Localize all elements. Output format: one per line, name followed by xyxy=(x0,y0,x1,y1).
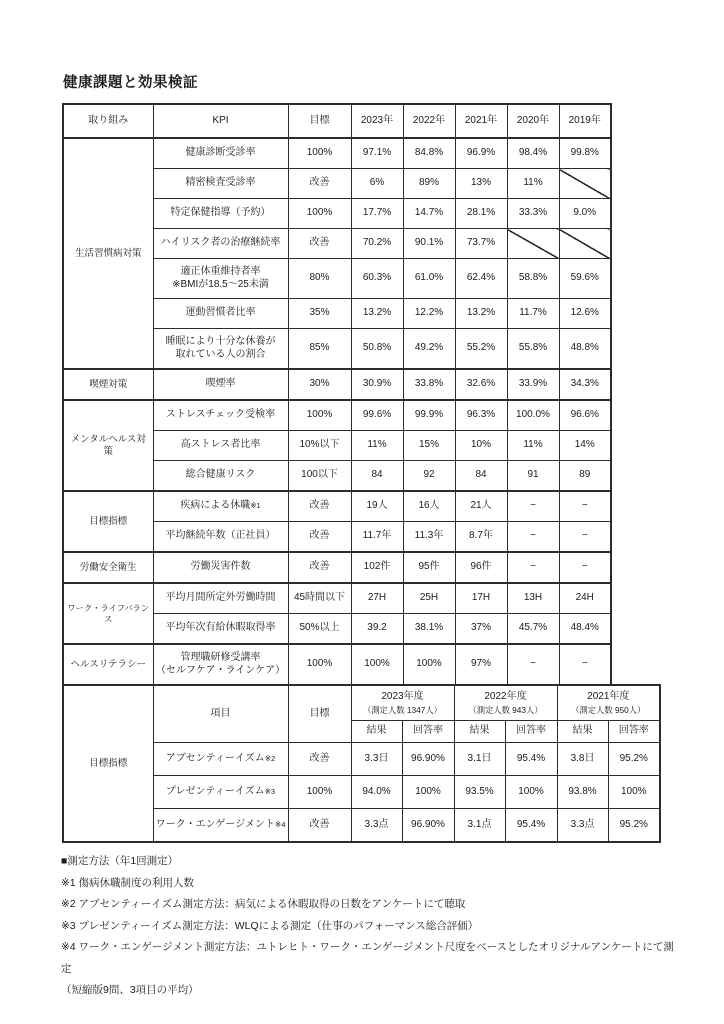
value-cell: 96件 xyxy=(455,552,507,583)
column-header: 2023年 xyxy=(351,104,403,138)
value-cell: 55.8% xyxy=(507,329,559,370)
value-cell: 70.2% xyxy=(351,229,403,259)
table-row xyxy=(63,644,611,685)
value-cell: 95.2% xyxy=(608,809,660,843)
value-cell: 21人 xyxy=(455,491,507,522)
column-header: 回答率 xyxy=(505,721,557,743)
kpi-cell: 平均継続年数（正社員） xyxy=(153,522,288,553)
value-cell: 9.0% xyxy=(559,199,611,229)
value-cell: 3.1点 xyxy=(454,809,505,843)
column-header: 回答率 xyxy=(608,721,660,743)
value-cell: 90.1% xyxy=(403,229,455,259)
value-cell: 100% xyxy=(608,776,660,809)
value-cell: 39.2 xyxy=(351,614,403,645)
diagonal-cell xyxy=(559,169,611,199)
value-cell: − xyxy=(559,522,611,553)
value-cell: 62.4% xyxy=(455,259,507,299)
target-cell: 10%以下 xyxy=(288,431,351,461)
target-cell: 80% xyxy=(288,259,351,299)
footnote-line: ※1 傷病休職制度の利用人数 xyxy=(61,876,195,889)
header-row xyxy=(63,685,660,721)
value-cell: 89% xyxy=(403,169,455,199)
value-cell: 13H xyxy=(507,583,559,614)
year-label: 2022年度 xyxy=(484,691,527,703)
kpi-sublabel: ※BMIが18.5～25未満 xyxy=(172,278,269,290)
value-cell: 33.8% xyxy=(403,369,455,400)
value-cell: 6% xyxy=(351,169,403,199)
value-cell: 3.3点 xyxy=(351,809,402,843)
year-label: 2021年度 xyxy=(587,691,630,703)
value-cell: 3.8日 xyxy=(557,743,608,776)
value-cell: 27H xyxy=(351,583,403,614)
value-cell: − xyxy=(559,644,611,685)
table-row xyxy=(63,776,660,809)
target-cell: 改善 xyxy=(288,743,351,776)
footnotes xyxy=(61,851,681,1002)
target-cell: 85% xyxy=(288,329,351,370)
kpi-label: 管理職研修受講率 xyxy=(180,652,261,663)
value-cell: 84 xyxy=(351,461,403,492)
value-cell: 15% xyxy=(403,431,455,461)
year-sublabel: （測定人数 1347人） xyxy=(363,704,442,715)
value-cell: 48.4% xyxy=(559,614,611,645)
kpi-note: ※1 xyxy=(250,501,261,511)
kpi-cell: 運動習慣者比率 xyxy=(153,299,288,329)
target-cell: 改善 xyxy=(288,491,351,522)
column-header: 2020年 xyxy=(507,104,559,138)
value-cell: 100% xyxy=(402,776,454,809)
footnote-line: ※2 アブセンティーイズム測定方法：病気による休暇取得の日数をアンケートにて聴取 xyxy=(61,898,466,910)
target-cell: 改善 xyxy=(288,522,351,553)
column-header: 結果 xyxy=(454,721,505,743)
value-cell: 96.3% xyxy=(455,400,507,431)
kpi-cell: 喫煙率 xyxy=(153,369,288,400)
column-header: 結果 xyxy=(351,721,402,743)
column-header: 2021年 xyxy=(455,104,507,138)
value-cell: 11.7年 xyxy=(351,522,403,553)
value-cell: 95.4% xyxy=(505,743,557,776)
kpi-label: 睡眠により十分な休養が xyxy=(165,336,276,347)
kpi-cell: ハイリスク者の治療継続率 xyxy=(153,229,288,259)
target-cell: 改善 xyxy=(288,809,351,843)
year-sublabel: （測定人数 943人） xyxy=(468,704,543,715)
column-header: 目標 xyxy=(288,104,351,138)
value-cell: 96.90% xyxy=(402,743,454,776)
value-cell: 96.90% xyxy=(402,809,454,843)
kpi-cell: 総合健康リスク xyxy=(153,461,288,492)
kpi-label: 疾病による休職 xyxy=(180,500,251,512)
value-cell: 11.7% xyxy=(507,299,559,329)
value-cell: 17.7% xyxy=(351,199,403,229)
value-cell: 84.8% xyxy=(403,138,455,169)
value-cell: 94.0% xyxy=(351,776,402,809)
group-cell: 生活習慣病対策 xyxy=(63,138,153,369)
value-cell: 84 xyxy=(455,461,507,492)
kpi-cell: 精密検査受診率 xyxy=(153,169,288,199)
table-row xyxy=(63,583,611,614)
kpi-cell: 特定保健指導（予約） xyxy=(153,199,288,229)
value-cell: 100% xyxy=(505,776,557,809)
target-cell: 100% xyxy=(288,138,351,169)
value-cell: 93.5% xyxy=(454,776,505,809)
kpi-cell xyxy=(153,329,288,370)
value-cell: 92 xyxy=(403,461,455,492)
year-header xyxy=(454,685,557,721)
value-cell: 48.8% xyxy=(559,329,611,370)
footnote-line: （短縮版9問、3項目の平均） xyxy=(61,984,199,996)
kpi-cell: 平均月間所定外労働時間 xyxy=(153,583,288,614)
value-cell: 99.6% xyxy=(351,400,403,431)
value-cell: − xyxy=(507,644,559,685)
column-header: KPI xyxy=(153,104,288,138)
column-header: 回答率 xyxy=(402,721,454,743)
value-cell: 34.3% xyxy=(559,369,611,400)
value-cell: 45.7% xyxy=(507,614,559,645)
value-cell: 12.2% xyxy=(403,299,455,329)
footnote-line: ※4 ワーク・エンゲージメント測定方法：ユトレヒト・ワーク・エンゲージメント尺度をベースとしたオリジナルアンケートにて測定 xyxy=(61,941,674,975)
target-cell: 30% xyxy=(288,369,351,400)
target-cell: 100以下 xyxy=(288,461,351,492)
table-row xyxy=(63,491,611,522)
value-cell: 61.0% xyxy=(403,259,455,299)
value-cell: 100% xyxy=(351,644,403,685)
kpi-sublabel: （セルフケア・ラインケア） xyxy=(155,664,286,676)
value-cell: 30.9% xyxy=(351,369,403,400)
value-cell: 24H xyxy=(559,583,611,614)
value-cell: 17H xyxy=(455,583,507,614)
item-note: ※4 xyxy=(274,819,286,829)
value-cell: 33.3% xyxy=(507,199,559,229)
value-cell: 11.3年 xyxy=(403,522,455,553)
year-header xyxy=(351,685,454,721)
item-label: ワーク・エンゲージメント xyxy=(155,818,275,830)
value-cell: 100% xyxy=(403,644,455,685)
group-cell: 目標指標 xyxy=(63,685,153,842)
value-cell: 99.9% xyxy=(403,400,455,431)
value-cell: 91 xyxy=(507,461,559,492)
value-cell: 8.7年 xyxy=(455,522,507,553)
kpi-cell xyxy=(153,491,288,522)
column-header: 取り組み xyxy=(63,104,153,138)
target-cell: 改善 xyxy=(288,229,351,259)
value-cell: 10% xyxy=(455,431,507,461)
item-cell xyxy=(153,743,288,776)
value-cell: 11% xyxy=(507,431,559,461)
value-cell: 3.3日 xyxy=(351,743,402,776)
table-row xyxy=(63,552,611,583)
column-header: 目標 xyxy=(288,685,351,743)
value-cell: 99.8% xyxy=(559,138,611,169)
item-note: ※3 xyxy=(264,786,276,796)
value-cell: − xyxy=(559,552,611,583)
value-cell: 25H xyxy=(403,583,455,614)
year-header xyxy=(557,685,660,721)
value-cell: 55.2% xyxy=(455,329,507,370)
diagonal-cell xyxy=(559,229,611,259)
table-row xyxy=(63,138,611,169)
item-cell xyxy=(153,776,288,809)
target-cell: 100% xyxy=(288,776,351,809)
value-cell: 11% xyxy=(507,169,559,199)
group-cell: メンタルヘルス対策 xyxy=(63,400,153,491)
value-cell: 3.3点 xyxy=(557,809,608,843)
diagonal-cell xyxy=(507,229,559,259)
value-cell: 60.3% xyxy=(351,259,403,299)
table-row xyxy=(63,809,660,843)
value-cell: 12.6% xyxy=(559,299,611,329)
value-cell: 58.8% xyxy=(507,259,559,299)
target-cell: 50%以上 xyxy=(288,614,351,645)
value-cell: 13.2% xyxy=(351,299,403,329)
value-cell: 28.1% xyxy=(455,199,507,229)
group-cell: ワーク・ライフバランス xyxy=(63,583,153,644)
table-row xyxy=(63,743,660,776)
item-cell xyxy=(153,809,288,843)
value-cell: 97% xyxy=(455,644,507,685)
kpi-sublabel: 取れている人の割合 xyxy=(175,348,266,360)
value-cell: 3.1日 xyxy=(454,743,505,776)
group-cell: 目標指標 xyxy=(63,491,153,552)
table-row xyxy=(63,400,611,431)
target-cell: 100% xyxy=(288,400,351,431)
value-cell: − xyxy=(507,491,559,522)
value-cell: 50.8% xyxy=(351,329,403,370)
value-cell: 95件 xyxy=(403,552,455,583)
value-cell: 89 xyxy=(559,461,611,492)
target-cell: 100% xyxy=(288,199,351,229)
table-row xyxy=(63,369,611,400)
kpi-cell: 平均年次有給休暇取得率 xyxy=(153,614,288,645)
value-cell: 38.1% xyxy=(403,614,455,645)
value-cell: − xyxy=(507,552,559,583)
results-table xyxy=(62,684,661,843)
value-cell: 73.7% xyxy=(455,229,507,259)
kpi-cell: 労働災害件数 xyxy=(153,552,288,583)
value-cell: 95.2% xyxy=(608,743,660,776)
value-cell: 95.4% xyxy=(505,809,557,843)
year-label: 2023年度 xyxy=(381,691,424,703)
target-cell: 改善 xyxy=(288,169,351,199)
kpi-cell xyxy=(153,644,288,685)
value-cell: 13.2% xyxy=(455,299,507,329)
value-cell: 96.9% xyxy=(455,138,507,169)
value-cell: − xyxy=(559,491,611,522)
column-header: 項目 xyxy=(153,685,288,743)
kpi-table xyxy=(62,103,612,686)
value-cell: 11% xyxy=(351,431,403,461)
value-cell: 37% xyxy=(455,614,507,645)
year-sublabel: （測定人数 950人） xyxy=(571,704,646,715)
kpi-cell: ストレスチェック受検率 xyxy=(153,400,288,431)
group-cell: 喫煙対策 xyxy=(63,369,153,400)
value-cell: 98.4% xyxy=(507,138,559,169)
value-cell: 33.9% xyxy=(507,369,559,400)
page-title: 健康課題と効果検証 xyxy=(63,75,198,91)
value-cell: 102件 xyxy=(351,552,403,583)
kpi-label: 適正体重維持者率 xyxy=(180,266,261,277)
header-row xyxy=(63,104,611,138)
column-header: 2022年 xyxy=(403,104,455,138)
kpi-cell: 健康診断受診率 xyxy=(153,138,288,169)
kpi-cell: 高ストレス者比率 xyxy=(153,431,288,461)
value-cell: 93.8% xyxy=(557,776,608,809)
item-label: プレゼンティーイズム xyxy=(165,785,265,797)
value-cell: 59.6% xyxy=(559,259,611,299)
value-cell: 97.1% xyxy=(351,138,403,169)
item-label: アブセンティーイズム xyxy=(165,752,265,764)
value-cell: 96.6% xyxy=(559,400,611,431)
group-cell: ヘルスリテラシー xyxy=(63,644,153,685)
value-cell: 14% xyxy=(559,431,611,461)
value-cell: − xyxy=(507,522,559,553)
column-header: 2019年 xyxy=(559,104,611,138)
target-cell: 改善 xyxy=(288,552,351,583)
value-cell: 13% xyxy=(455,169,507,199)
value-cell: 49.2% xyxy=(403,329,455,370)
column-header: 結果 xyxy=(557,721,608,743)
value-cell: 100.0% xyxy=(507,400,559,431)
target-cell: 100% xyxy=(288,644,351,685)
target-cell: 45時間以下 xyxy=(288,583,351,614)
value-cell: 32.6% xyxy=(455,369,507,400)
value-cell: 16人 xyxy=(403,491,455,522)
value-cell: 19人 xyxy=(351,491,403,522)
value-cell: 14.7% xyxy=(403,199,455,229)
footnote-heading: ■測定方法（年1回測定） xyxy=(61,855,179,867)
item-note: ※2 xyxy=(264,753,276,763)
footnote-line: ※3 プレゼンティーイズム測定方法：WLQによる測定（仕事のパフォーマンス総合評価） xyxy=(61,919,479,932)
kpi-cell xyxy=(153,259,288,299)
target-cell: 35% xyxy=(288,299,351,329)
group-cell: 労働安全衛生 xyxy=(63,552,153,583)
